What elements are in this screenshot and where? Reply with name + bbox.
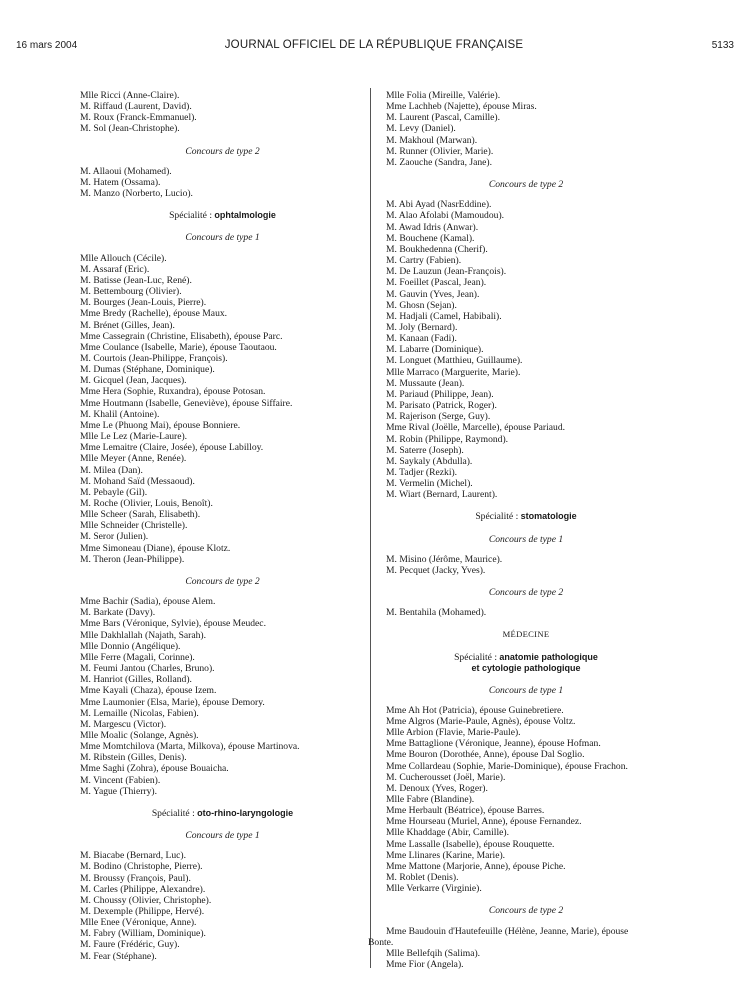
list-item-continuation: Bonte. bbox=[368, 936, 394, 948]
list-item: Mme Houtmann (Isabelle, Geneviève), épouse Siffaire. bbox=[80, 397, 293, 409]
specialty-prefix: Spécialité : bbox=[169, 210, 215, 222]
list-item: M. Cartry (Fabien). bbox=[386, 255, 462, 267]
list-item: M. Bentahila (Mohamed). bbox=[386, 607, 487, 619]
list-item: M. Longuet (Matthieu, Guillaume). bbox=[386, 355, 523, 367]
list-item: M. Bettembourg (Olivier). bbox=[80, 286, 182, 298]
list-item: Mme Lemaitre (Claire, Josée), épouse Labilloy. bbox=[80, 442, 264, 454]
list-item: Mme Hourseau (Muriel, Anne), épouse Fernandez. bbox=[386, 816, 582, 828]
header-journal-title: JOURNAL OFFICIEL DE LA RÉPUBLIQUE FRANÇAISE bbox=[224, 39, 524, 51]
specialty-name: anatomie pathologique bbox=[499, 651, 598, 662]
header-date: 16 mars 2004 bbox=[16, 40, 78, 51]
list-item: M. Wiart (Bernard, Laurent). bbox=[386, 489, 498, 501]
list-item: M. Allaoui (Mohamed). bbox=[80, 165, 172, 177]
list-item: M. Ghosn (Sejan). bbox=[386, 299, 457, 311]
list-item: M. Awad Idris (Anwar). bbox=[386, 221, 479, 233]
specialty-heading bbox=[386, 511, 666, 522]
list-item: M. Milea (Dan). bbox=[80, 464, 143, 476]
list-item: Mlle Folia (Mireille, Valérie). bbox=[386, 90, 501, 101]
list-item: M. Bourges (Jean-Louis, Pierre). bbox=[80, 297, 207, 309]
list-item: Mlle Verkarre (Virginie). bbox=[386, 883, 482, 895]
list-item: M. Mohand Saïd (Messaoud). bbox=[80, 475, 195, 487]
list-item: M. Mussaute (Jean). bbox=[386, 377, 465, 389]
list-item: M. Carles (Philippe, Alexandre). bbox=[80, 883, 206, 895]
list-item: Mlle Arbion (Flavie, Marie-Paule). bbox=[386, 727, 521, 739]
list-item: Mme Bredy (Rachelle), épouse Maux. bbox=[80, 308, 228, 320]
list-item: M. Batisse (Jean-Luc, René). bbox=[80, 274, 192, 286]
list-item: Mme Lachheb (Najette), épouse Miras. bbox=[386, 101, 537, 113]
list-item: M. Makhoul (Marwan). bbox=[386, 134, 478, 146]
list-item: Mme Lassalle (Isabelle), épouse Rouquette. bbox=[386, 838, 555, 850]
right-column bbox=[368, 90, 666, 970]
concours-heading: Concours de type 2 bbox=[488, 587, 564, 599]
specialty-heading bbox=[80, 808, 365, 819]
specialty-name: stomatologie bbox=[520, 511, 577, 522]
list-item: M. Abi Ayad (NasrEddine). bbox=[386, 199, 492, 211]
list-item: M. Courtois (Jean-Philippe, François). bbox=[80, 352, 228, 364]
list-item: M. Saykaly (Abdulla). bbox=[386, 455, 473, 467]
list-item: M. Margescu (Victor). bbox=[80, 718, 167, 730]
concours-heading: Concours de type 1 bbox=[488, 684, 564, 696]
list-item: M. Lemaille (Nicolas, Fabien). bbox=[80, 707, 199, 719]
list-item: Mlle Bellefqih (Salima). bbox=[386, 947, 481, 959]
list-item: M. Broussy (François, Paul). bbox=[80, 872, 191, 884]
list-item: M. Ribstein (Gilles, Denis). bbox=[80, 752, 187, 764]
list-item: Mme Momtchilova (Marta, Milkova), épouse Martinova. bbox=[80, 741, 300, 753]
list-item: Mlle Khaddage (Abir, Camille). bbox=[386, 827, 509, 839]
list-item: Mlle Ricci (Anne-Claire). bbox=[80, 90, 180, 101]
list-item: Mlle Fabre (Blandine). bbox=[386, 793, 475, 805]
specialty-prefix: Spécialité : bbox=[151, 807, 198, 819]
list-item: Mme Simoneau (Diane), épouse Klotz. bbox=[80, 542, 231, 554]
name-list bbox=[386, 607, 666, 618]
list-item: Mme Battaglione (Véronique, Jeanne), épouse Hofman. bbox=[386, 738, 601, 750]
list-item: M. Boukhedenna (Cherif). bbox=[386, 243, 488, 255]
list-item: Mlle Marraco (Marguerite, Marie). bbox=[386, 366, 521, 378]
section-heading-medecine: MÉDECINE bbox=[502, 629, 550, 640]
list-item: M. Joly (Bernard). bbox=[386, 321, 458, 333]
list-item: M. Bouchene (Kamal). bbox=[386, 232, 475, 244]
list-item: M. Misino (Jérôme, Maurice). bbox=[386, 553, 503, 565]
list-item: M. Robin (Philippe, Raymond). bbox=[386, 433, 509, 445]
list-item: M. Bodino (Christophe, Pierre). bbox=[80, 861, 203, 873]
list-item: M. Roblet (Denis). bbox=[386, 872, 459, 884]
list-item: Mlle Ferre (Magali, Corinne). bbox=[80, 651, 195, 663]
list-item: Mlle Allouch (Cécile). bbox=[80, 252, 167, 264]
concours-heading: Concours de type 1 bbox=[488, 533, 564, 545]
list-item: M. Roux (Franck-Emmanuel). bbox=[80, 112, 197, 124]
list-item: Mlle Scheer (Sarah, Elisabeth). bbox=[80, 509, 201, 521]
list-item: M. Yague (Thierry). bbox=[80, 785, 158, 797]
list-item: M. Runner (Olivier, Marie). bbox=[386, 145, 494, 157]
concours-heading: Concours de type 1 bbox=[185, 232, 260, 244]
list-item: Mlle Dakhlallah (Najath, Sarah). bbox=[80, 629, 207, 641]
name-list bbox=[80, 90, 365, 135]
list-item: M. Choussy (Olivier, Christophe). bbox=[80, 894, 212, 906]
list-item: M. Hatem (Ossama). bbox=[80, 176, 161, 188]
concours-heading: Concours de type 2 bbox=[488, 179, 564, 191]
list-item: M. Vincent (Fabien). bbox=[80, 774, 161, 786]
list-item: Mme Bachir (Sadia), épouse Alem. bbox=[80, 596, 216, 608]
list-item: M. Dexemple (Philippe, Hervé). bbox=[80, 906, 205, 917]
name-list bbox=[386, 705, 666, 895]
list-item: Mme Le (Phuong Mai), épouse Bonniere. bbox=[80, 419, 241, 431]
list-item: Mme Saghi (Zohra), épouse Bouaicha. bbox=[80, 763, 229, 775]
list-item: M. Fear (Stéphane). bbox=[80, 950, 157, 962]
list-item: M. Cucherousset (Joël, Marie). bbox=[386, 771, 506, 783]
name-list bbox=[80, 253, 365, 565]
list-item: Mme Laumonier (Elsa, Marie), épouse Demory. bbox=[80, 696, 265, 708]
list-item: Mme Llinares (Karine, Marie). bbox=[386, 849, 506, 861]
list-item: Mme Rival (Joëlle, Marcelle), épouse Pariaud. bbox=[386, 422, 566, 434]
list-item: M. Roche (Olivier, Louis, Benoît). bbox=[80, 498, 213, 509]
list-item: M. Gauvin (Yves, Jean). bbox=[386, 288, 480, 300]
list-item: M. Feumi Jantou (Charles, Bruno). bbox=[80, 663, 215, 675]
concours-heading: Concours de type 2 bbox=[185, 145, 260, 157]
list-item: Mme Baudouin d'Hautefeuille (Hélène, Jeanne, Marie), épouse bbox=[386, 925, 629, 937]
concours-heading: Concours de type 2 bbox=[185, 575, 260, 587]
specialty-name-continued: et cytologie pathologique bbox=[471, 662, 581, 673]
page-header bbox=[0, 40, 748, 56]
list-item: M. Hanriot (Gilles, Rolland). bbox=[80, 674, 192, 686]
list-item: Mlle Donnio (Angélique). bbox=[80, 640, 181, 652]
list-item: Mme Cassegrain (Christine, Elisabeth), épouse Parc. bbox=[80, 330, 283, 342]
list-item: M. Barkate (Davy). bbox=[80, 607, 156, 619]
list-item: M. Foeillet (Pascal, Jean). bbox=[386, 277, 487, 289]
left-column bbox=[80, 90, 365, 962]
name-list bbox=[386, 90, 666, 168]
list-item: M. Kanaan (Fadi). bbox=[386, 333, 457, 345]
name-list bbox=[386, 199, 666, 500]
list-item: M. Seror (Julien). bbox=[80, 531, 149, 543]
list-item: Mme Fior (Angela). bbox=[386, 959, 464, 970]
list-item: M. Fabry (William, Dominique). bbox=[80, 928, 206, 940]
list-item: M. Tadjer (Rezki). bbox=[386, 467, 458, 478]
list-item: M. Rajerison (Serge, Guy). bbox=[386, 411, 491, 423]
list-item: Mme Hera (Sophie, Ruxandra), épouse Potosan. bbox=[80, 386, 266, 398]
specialty-heading bbox=[386, 652, 666, 674]
name-list bbox=[80, 166, 365, 199]
list-item: M. Labarre (Dominique). bbox=[386, 344, 484, 356]
list-item: M. Hadjali (Camel, Habibali). bbox=[386, 310, 502, 322]
list-item: M. Sol (Jean-Christophe). bbox=[80, 123, 180, 135]
list-item: Mme Herbault (Béatrice), épouse Barres. bbox=[386, 805, 545, 817]
list-item: M. Khalil (Antoine). bbox=[80, 408, 160, 420]
list-item: M. Pariaud (Philippe, Jean). bbox=[386, 388, 494, 400]
list-item: M. Brénet (Gilles, Jean). bbox=[80, 319, 175, 331]
list-item: M. Manzo (Norberto, Lucio). bbox=[80, 188, 193, 200]
list-item: M. Riffaud (Laurent, David). bbox=[80, 101, 192, 113]
list-item: Mme Collardeau (Sophie, Marie-Dominique), épouse Frachon. bbox=[386, 760, 628, 772]
list-item: Mlle Le Lez (Marie-Laure). bbox=[80, 431, 188, 443]
list-item: Mme Algros (Marie-Paule, Agnès), épouse Voltz. bbox=[386, 715, 576, 727]
list-item: M. Parisato (Patrick, Roger). bbox=[386, 400, 497, 412]
list-item: M. Saterre (Joseph). bbox=[386, 444, 464, 456]
list-item: Mlle Enee (Véronique, Anne). bbox=[80, 917, 197, 929]
list-item: M. De Lauzun (Jean-François). bbox=[386, 266, 507, 278]
list-item: M. Vermelin (Michel). bbox=[386, 478, 473, 490]
name-list bbox=[80, 596, 365, 797]
list-item: Mme Kayali (Chaza), épouse Izem. bbox=[80, 685, 217, 697]
specialty-name: ophtalmologie bbox=[214, 210, 276, 221]
list-item: M. Faure (Frédéric, Guy). bbox=[80, 939, 180, 951]
list-item: M. Gicquel (Jean, Jacques). bbox=[80, 375, 187, 387]
list-item: M. Alao Afolabi (Mamoudou). bbox=[386, 210, 505, 222]
name-list bbox=[386, 948, 666, 970]
list-item: M. Pebayle (Gil). bbox=[80, 486, 148, 498]
header-page-number: 5133 bbox=[711, 40, 734, 51]
name-list bbox=[80, 850, 365, 962]
list-item: Mlle Moalic (Solange, Agnès). bbox=[80, 729, 199, 741]
list-item: M. Levy (Daniel). bbox=[386, 123, 456, 135]
list-item: M. Denoux (Yves, Roger). bbox=[386, 782, 488, 794]
list-item: M. Biacabe (Bernard, Luc). bbox=[80, 850, 187, 862]
concours-heading: Concours de type 1 bbox=[185, 830, 260, 842]
list-item: M. Dumas (Stéphane, Dominique). bbox=[80, 364, 215, 376]
list-item: M. Zaouche (Sandra, Jane). bbox=[386, 156, 493, 168]
column-divider bbox=[370, 88, 371, 968]
list-item: Mme Ah Hot (Patricia), épouse Guinebretiere. bbox=[386, 704, 564, 716]
specialty-prefix: Spécialité : bbox=[475, 511, 521, 523]
list-item: M. Pecquet (Jacky, Yves). bbox=[386, 564, 486, 576]
list-item: Mme Coulance (Isabelle, Marie), épouse Taoutaou. bbox=[80, 341, 277, 353]
list-item: M. Assaraf (Eric). bbox=[80, 263, 150, 275]
list-item: Mme Bouron (Dorothée, Anne), épouse Dal Soglio. bbox=[386, 749, 585, 761]
list-item: Mlle Schneider (Christelle). bbox=[80, 520, 188, 532]
list-item: Mme Bars (Véronique, Sylvie), épouse Meudec. bbox=[80, 618, 266, 630]
specialty-name: oto-rhino-laryngologie bbox=[197, 807, 294, 818]
list-item: M. Laurent (Pascal, Camille). bbox=[386, 112, 501, 124]
concours-heading: Concours de type 2 bbox=[488, 905, 564, 917]
specialty-heading bbox=[80, 210, 365, 221]
list-item: Mlle Meyer (Anne, Renée). bbox=[80, 453, 187, 465]
list-item: Mme Mattone (Marjorie, Anne), épouse Piche. bbox=[386, 860, 566, 872]
specialty-prefix: Spécialité : bbox=[454, 651, 500, 663]
name-list bbox=[386, 554, 666, 576]
list-item: M. Theron (Jean-Philippe). bbox=[80, 553, 185, 565]
